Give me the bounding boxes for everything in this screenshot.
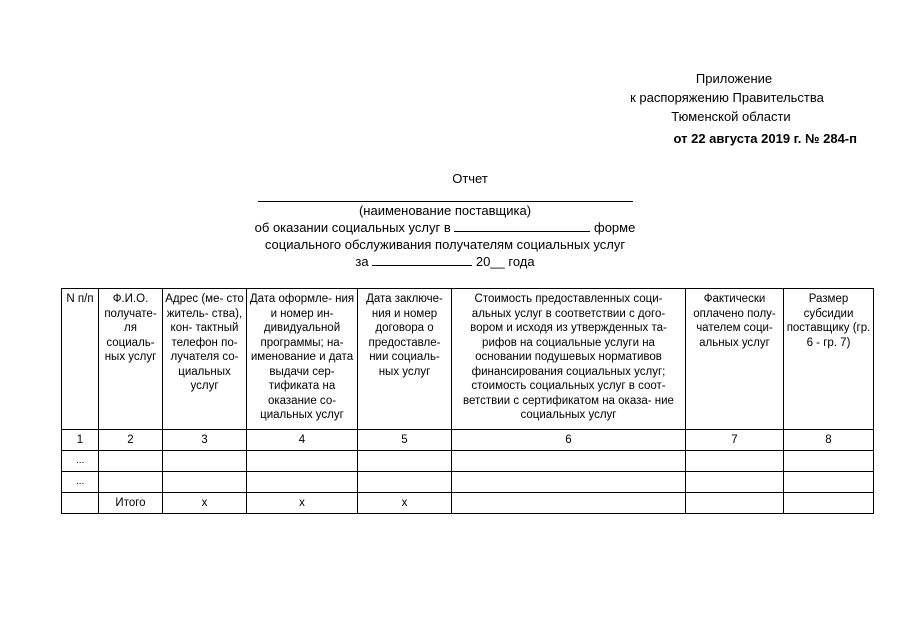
header-cell-contract-date: Дата заключе- ния и номер договора о предоставле- нии социаль- ных услуг bbox=[358, 289, 452, 430]
report-line-recipients: социального обслуживания получателям социальных услуг bbox=[264, 237, 626, 252]
appendix-date-number: от 22 августа 2019 г. № 284-п bbox=[673, 131, 857, 146]
table-cell bbox=[686, 472, 784, 493]
column-number: 5 bbox=[358, 430, 452, 451]
report-table bbox=[61, 288, 874, 514]
total-cell: x bbox=[358, 493, 452, 514]
report-heading bbox=[170, 170, 770, 270]
table-cell: ... bbox=[62, 472, 99, 493]
total-cell bbox=[452, 493, 686, 514]
total-row bbox=[62, 493, 874, 514]
total-cell bbox=[784, 493, 874, 514]
column-number: 3 bbox=[163, 430, 247, 451]
table-cell bbox=[784, 472, 874, 493]
total-cell: x bbox=[247, 493, 358, 514]
appendix-order-ref: к распоряжению Правительства bbox=[630, 90, 824, 105]
period-prefix: за bbox=[355, 254, 369, 269]
appendix-title: Приложение bbox=[695, 71, 773, 86]
table-cell bbox=[99, 472, 163, 493]
provider-name-blank bbox=[258, 187, 633, 202]
appendix-region: Тюменской области bbox=[671, 109, 791, 124]
period-year: 20__ года bbox=[475, 254, 535, 269]
table-row bbox=[62, 472, 874, 493]
appendix-block bbox=[597, 69, 857, 148]
report-line-period bbox=[145, 253, 745, 270]
table-cell: ... bbox=[62, 451, 99, 472]
header-cell-paid: Фактически оплачено полу- чателем соци- альных услуг bbox=[686, 289, 784, 430]
column-number: 8 bbox=[784, 430, 874, 451]
period-blank bbox=[372, 253, 472, 266]
table-cell bbox=[358, 451, 452, 472]
header-cell-address: Адрес (ме- сто житель- ства), кон- тактный телефон по- лучателя со- циальных услуг bbox=[163, 289, 247, 430]
form-text: форме bbox=[594, 220, 636, 235]
report-line-services bbox=[145, 219, 745, 236]
provider-caption: (наименование поставщика) bbox=[358, 203, 532, 218]
total-cell bbox=[686, 493, 784, 514]
table-cell bbox=[452, 451, 686, 472]
header-cell-number: N п/п bbox=[62, 289, 99, 430]
table-cell bbox=[247, 472, 358, 493]
column-number-row bbox=[62, 430, 874, 451]
table-cell bbox=[686, 451, 784, 472]
form-blank bbox=[454, 219, 590, 232]
column-number: 1 bbox=[62, 430, 99, 451]
table-cell bbox=[247, 451, 358, 472]
table-cell bbox=[784, 451, 874, 472]
header-cell-subsidy: Размер субсидии поставщику (гр. 6 - гр. 7) bbox=[784, 289, 874, 430]
report-title: Отчет bbox=[452, 171, 488, 186]
header-cell-name: Ф.И.О. получате- ля социаль- ных услуг bbox=[99, 289, 163, 430]
column-number: 7 bbox=[686, 430, 784, 451]
table-cell bbox=[452, 472, 686, 493]
header-row bbox=[62, 289, 874, 430]
header-cell-cost: Стоимость предоставленных соци- альных услуг в соответствии с дого- вором и исходя из утвержденных та- рифов на социальные услуги на основании подушевых нормативов финансирования социальных услуг; стоимость социальных услуг в соот- ветствии с сертификатом на оказа- ние социальных услуг bbox=[452, 289, 686, 430]
table-cell bbox=[163, 472, 247, 493]
column-number: 4 bbox=[247, 430, 358, 451]
column-number: 6 bbox=[452, 430, 686, 451]
total-cell: x bbox=[163, 493, 247, 514]
total-cell bbox=[62, 493, 99, 514]
table-cell bbox=[358, 472, 452, 493]
table-cell bbox=[99, 451, 163, 472]
table-row bbox=[62, 451, 874, 472]
header-cell-program-date: Дата оформле- ния и номер ин- дивидуальной программы; на- именование и дата выдачи сер- тификата на оказание со- циальных услуг bbox=[247, 289, 358, 430]
services-text: об оказании социальных услуг в bbox=[254, 220, 451, 235]
total-label: Итого bbox=[99, 493, 163, 514]
table-cell bbox=[163, 451, 247, 472]
column-number: 2 bbox=[99, 430, 163, 451]
